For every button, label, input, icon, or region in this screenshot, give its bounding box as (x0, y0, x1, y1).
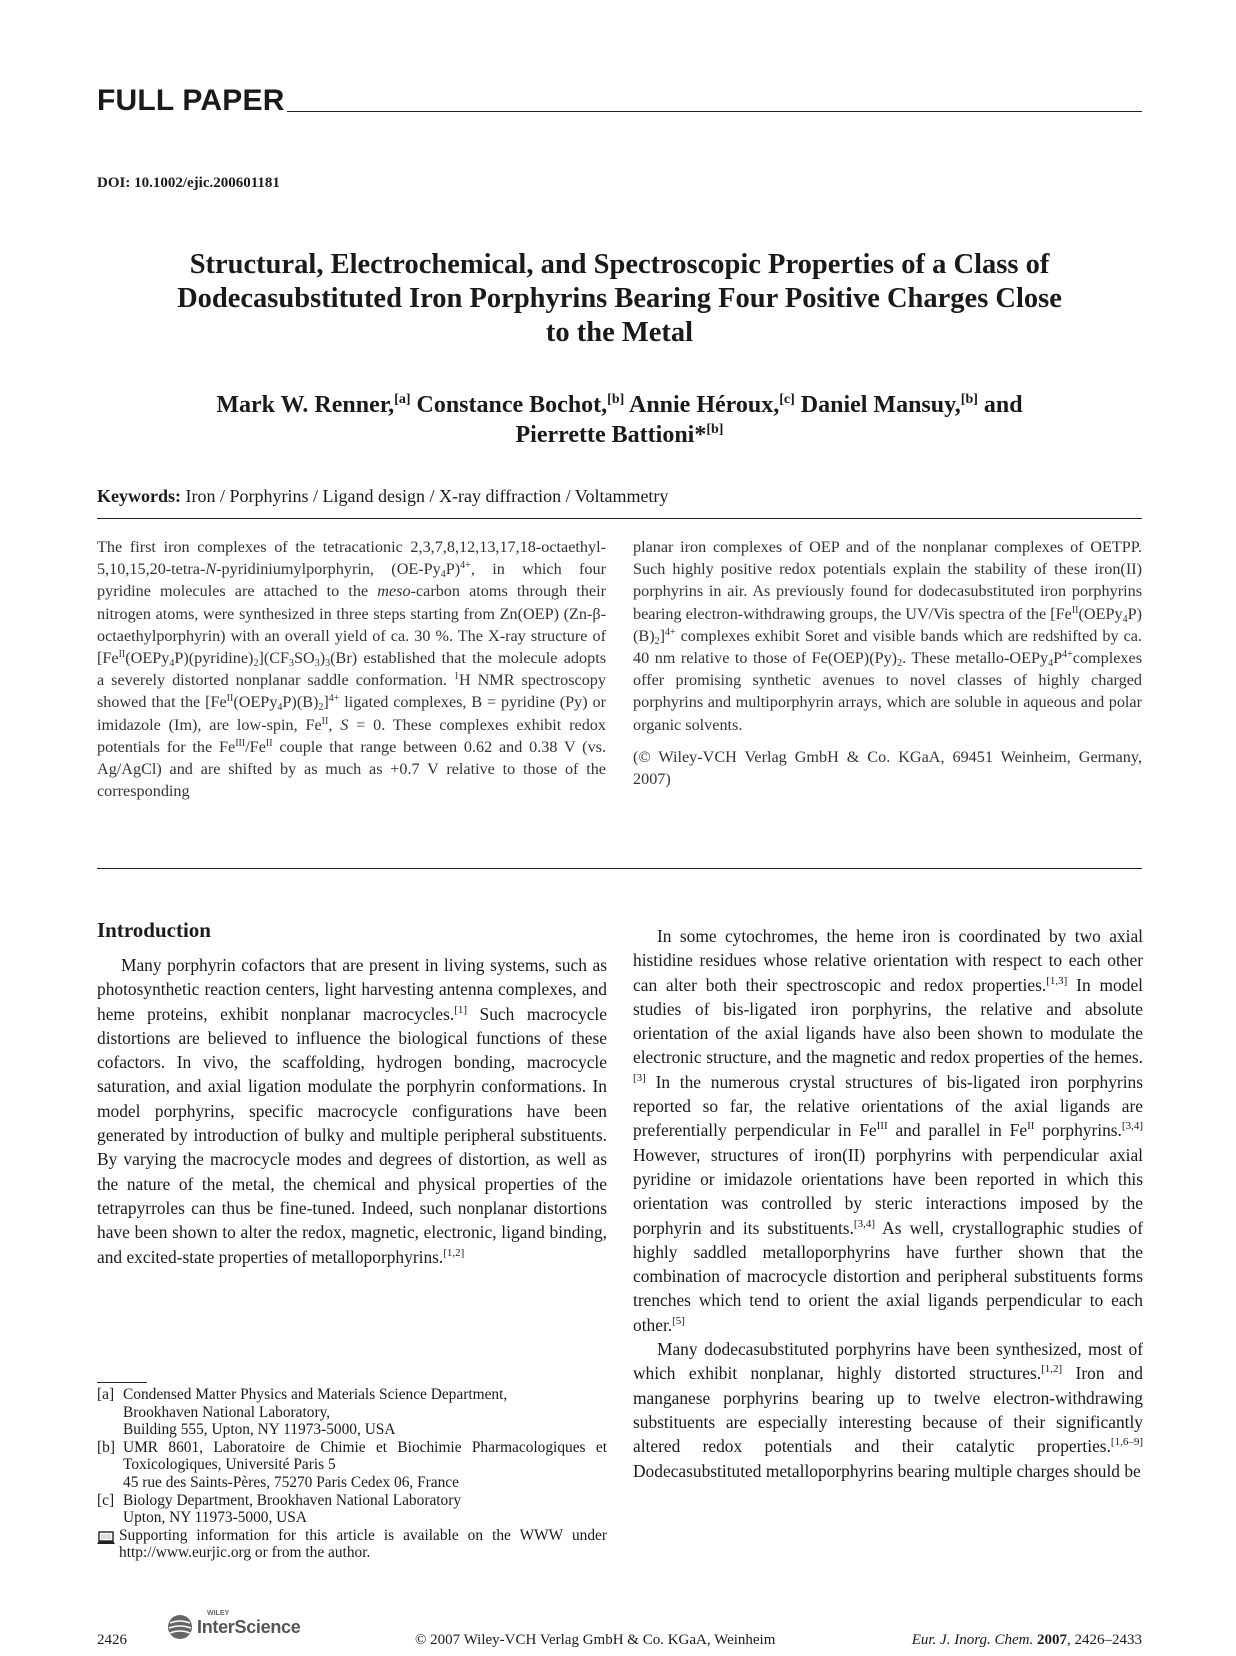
citation-ref[interactable]: [3,4] (1121, 1120, 1143, 1133)
citation-ref[interactable]: [3] (633, 1071, 646, 1084)
author-affiliation: [b] (960, 392, 978, 407)
abstract-column-left (97, 536, 606, 802)
computer-icon (97, 1527, 119, 1562)
author-affiliation: [b] (607, 392, 625, 407)
keywords-label: Keywords: (97, 486, 181, 506)
footnotes (97, 1386, 607, 1562)
author-affiliation: [b] (706, 422, 724, 437)
author-affiliation: [a] (394, 392, 411, 407)
author-name: Constance Bochot, (416, 392, 608, 418)
supporting-info-footnote (97, 1527, 607, 1562)
divider (97, 868, 1142, 869)
divider (97, 518, 1142, 519)
author-name: Pierrette Battioni* (515, 422, 707, 448)
body-paragraph: Many dodecasubstituted porphyrins have been synthesized, most of which exhibit nonplanar, highly distorted structures.[1,2] Iron and manganese porphyrins bearing up to twelve electron-withdrawing substituents are especially interesting because of their significantly altered redox potentials and their catalytic properties.[1,6–9] Dodecasubstituted metalloporphyrins bearing multiple charges should be (633, 1339, 1143, 1481)
footnote-divider (97, 1382, 147, 1383)
running-header (97, 80, 1142, 116)
abstract-paragraph-continued: planar iron complexes of OEP and of the nonplanar complexes of OETPP. Such highly positive redox potentials explain the stability of these iron(II) porphyrins in air. As previously found for dodecasubstituted iron porphyrins bearing electron-withdrawing groups, the UV/Vis spectra of the $[Fe^{II}(OEPy_4P)(B)_2]^{4+}$ complexes exhibit Soret and visible bands which are redshifted by ca. 40 nm relative to those of $Fe(OEP)(Py)_2$. These metallo-$OEPy_4P^{4+}complexes$ offer promising synthetic avenues to novel classes of highly charged porphyrins and multiporphyrin arrays, which are soluble in aqueous and polar organic solvents. (633, 538, 1142, 734)
globe-icon (167, 1614, 193, 1640)
section-label: FULL PAPER (97, 84, 285, 117)
affiliation-footnote: [b] UMR 8601, Laboratoire de Chimie et Biochimie Pharmacologiques et Toxicologiques, Université Paris 5 45 rue des Saints-Pères, 75270 Paris Cedex 06, France (97, 1438, 607, 1491)
title-line: to the Metal (545, 317, 694, 348)
citation-ref[interactable]: [1,2] (1041, 1363, 1063, 1376)
doi[interactable]: DOI: 10.1002/ejic.200601181 (97, 175, 280, 191)
body-column-left (97, 918, 607, 1269)
page-footer (97, 1610, 1142, 1656)
body-paragraph: In some cytochromes, the heme iron is coordinated by two axial histidine residues whose relative orientation with respect to each other can alter both their spectroscopic and redox properties.[1,3] In model studies of bis-ligated iron porphyrins, the relative and absolute orientation of the axial ligands have also been shown to modulate the electronic structure, and the magnetic and redox properties of the hemes.[3] In the numerous crystal structures of bis-ligated iron porphyrins reported so far, the relative orientations of the axial ligands are preferentially perpendicular in $Fe^{III}$ and parallel in $Fe^{II}$ porphyrins.[3,4] However, structures of iron(II) porphyrins with perpendicular axial pyridine or imidazole orientations have been reported in which this orientation was controlled by steric interactions imposed by the porphyrin and its substituents.[3,4] As well, crystallographic studies of highly saddled metalloporphyrins have further shown that the combination of macrocycle distortion and peripheral substituents forms trenches which tend to orient the axial ligands perpendicular to each other.[5] (633, 926, 1143, 1335)
keywords-text: Iron / Porphyrins / Ligand design / X-ray diffraction / Voltammetry (185, 486, 669, 506)
abstract-paragraph: The first iron complexes of the tetracationic 2,3,7,8,12,13,17,18-octaethyl-5,10,15,20-tetra-N-pyridiniumylporphyrin, $(OE-Py_4P)^{4+}$, in which four pyridine molecules are attached to the meso-carbon atoms through their nitrogen atoms, were synthesized in three steps starting from Zn(OEP) (Zn-β-octaethylporphyrin) with an overall yield of ca. 30 %. The X-ray structure of $[Fe^{II}(OEPy_4P)(pyridine)_2](CF_3SO_3)_3(Br)$ established that the molecule adopts a severely distorted nonplanar saddle conformation. $^1$H NMR spectroscopy showed that the $[Fe^{II}(OEPy_4P)(B)_2]^{4+}$ ligated complexes, B = pyridine (Py) or imidazole (Im), are low-spin, $Fe^{II}$, S = 0. These complexes exhibit redox potentials for the $Fe^{III}/Fe^{II}$ couple that range between 0.62 and 0.38 V (vs. Ag/AgCl) and are shifted by as much as +0.7 V relative to those of the corresponding (97, 538, 607, 801)
footnote-mark: [c] (97, 1491, 115, 1509)
footer-copyright: © 2007 Wiley-VCH Verlag GmbH & Co. KGaA, Weinheim (415, 1632, 776, 1648)
citation-ref[interactable]: [1,2] (443, 1246, 465, 1259)
affiliation-footnote: [c] Biology Department, Brookhaven National Laboratory Upton, NY 11973-5000, USA (97, 1491, 462, 1527)
body-paragraph: Many porphyrin cofactors that are present in living systems, such as photosynthetic reaction centers, light harvesting antenna complexes, and heme proteins, exhibit nonplanar macrocycles.[1] Such macrocycle distortions are believed to influence the biological functions of these cofactors. In vivo, the scaffolding, hydrogen bonding, macrocycle saturation, and axial ligation modulate the porphyrin conformations. In model porphyrins, specific macrocycle configurations have been generated by introduction of bulky and multiple peripheral substituents. By varying the macrocycle modes and degrees of distortion, as well as the nature of the metal, the chemical and physical properties of the tetrapyrroles can thus be fine-tuned. Indeed, such nonplanar distortions have been shown to alter the redox, magnetic, electronic, ligand binding, and excited-state properties of metalloporphyrins.[1,2] (97, 955, 607, 1267)
citation-ref[interactable]: [3,4] (853, 1217, 875, 1230)
keywords (97, 486, 668, 507)
page (97, 0, 1142, 1655)
header-rule (287, 111, 1142, 112)
title-line: Dodecasubstituted Iron Porphyrins Bearing Four Positive Charges Close (177, 283, 1062, 314)
affiliation-footnote: [a] Condensed Matter Physics and Materials Science Department, Brookhaven National Laboratory, Building 555, Upton, NY 11973-5000, USA (97, 1386, 508, 1439)
author-list (97, 390, 1142, 450)
citation-ref[interactable]: [5] (672, 1314, 685, 1327)
author-name: Daniel Mansuy, (800, 392, 961, 418)
author-name: Annie Héroux, (628, 392, 780, 418)
interscience-logo[interactable]: WILEY InterScience (167, 1614, 300, 1640)
journal-citation: Eur. J. Inorg. Chem. 2007, 2426–2433 (911, 1632, 1142, 1648)
author-conjunction: and (983, 392, 1023, 418)
abstract-column-right (633, 536, 1142, 790)
abstract-copyright: (© Wiley-VCH Verlag GmbH & Co. KGaA, 69451 Weinheim, Germany, 2007) (633, 747, 1142, 789)
citation-ref[interactable]: [1,6–9] (1110, 1436, 1143, 1449)
body-column-right (633, 924, 1143, 1483)
title-line: Structural, Electrochemical, and Spectroscopic Properties of a Class of (189, 249, 1050, 280)
page-number: 2426 (97, 1632, 127, 1648)
citation-ref[interactable]: [1] (454, 1003, 468, 1016)
footnote-mark: [a] (97, 1386, 115, 1403)
supporting-info-text[interactable]: Supporting information for this article is available on the WWW under http://www.eurjic.org or from the author. (119, 1526, 607, 1562)
author-affiliation: [c] (779, 392, 795, 407)
author-name: Mark W. Renner, (216, 392, 395, 418)
footnote-mark: [b] (97, 1438, 115, 1456)
article-title (97, 248, 1142, 350)
citation-ref[interactable]: [1,3] (1046, 974, 1068, 987)
section-heading: Introduction (97, 918, 211, 942)
